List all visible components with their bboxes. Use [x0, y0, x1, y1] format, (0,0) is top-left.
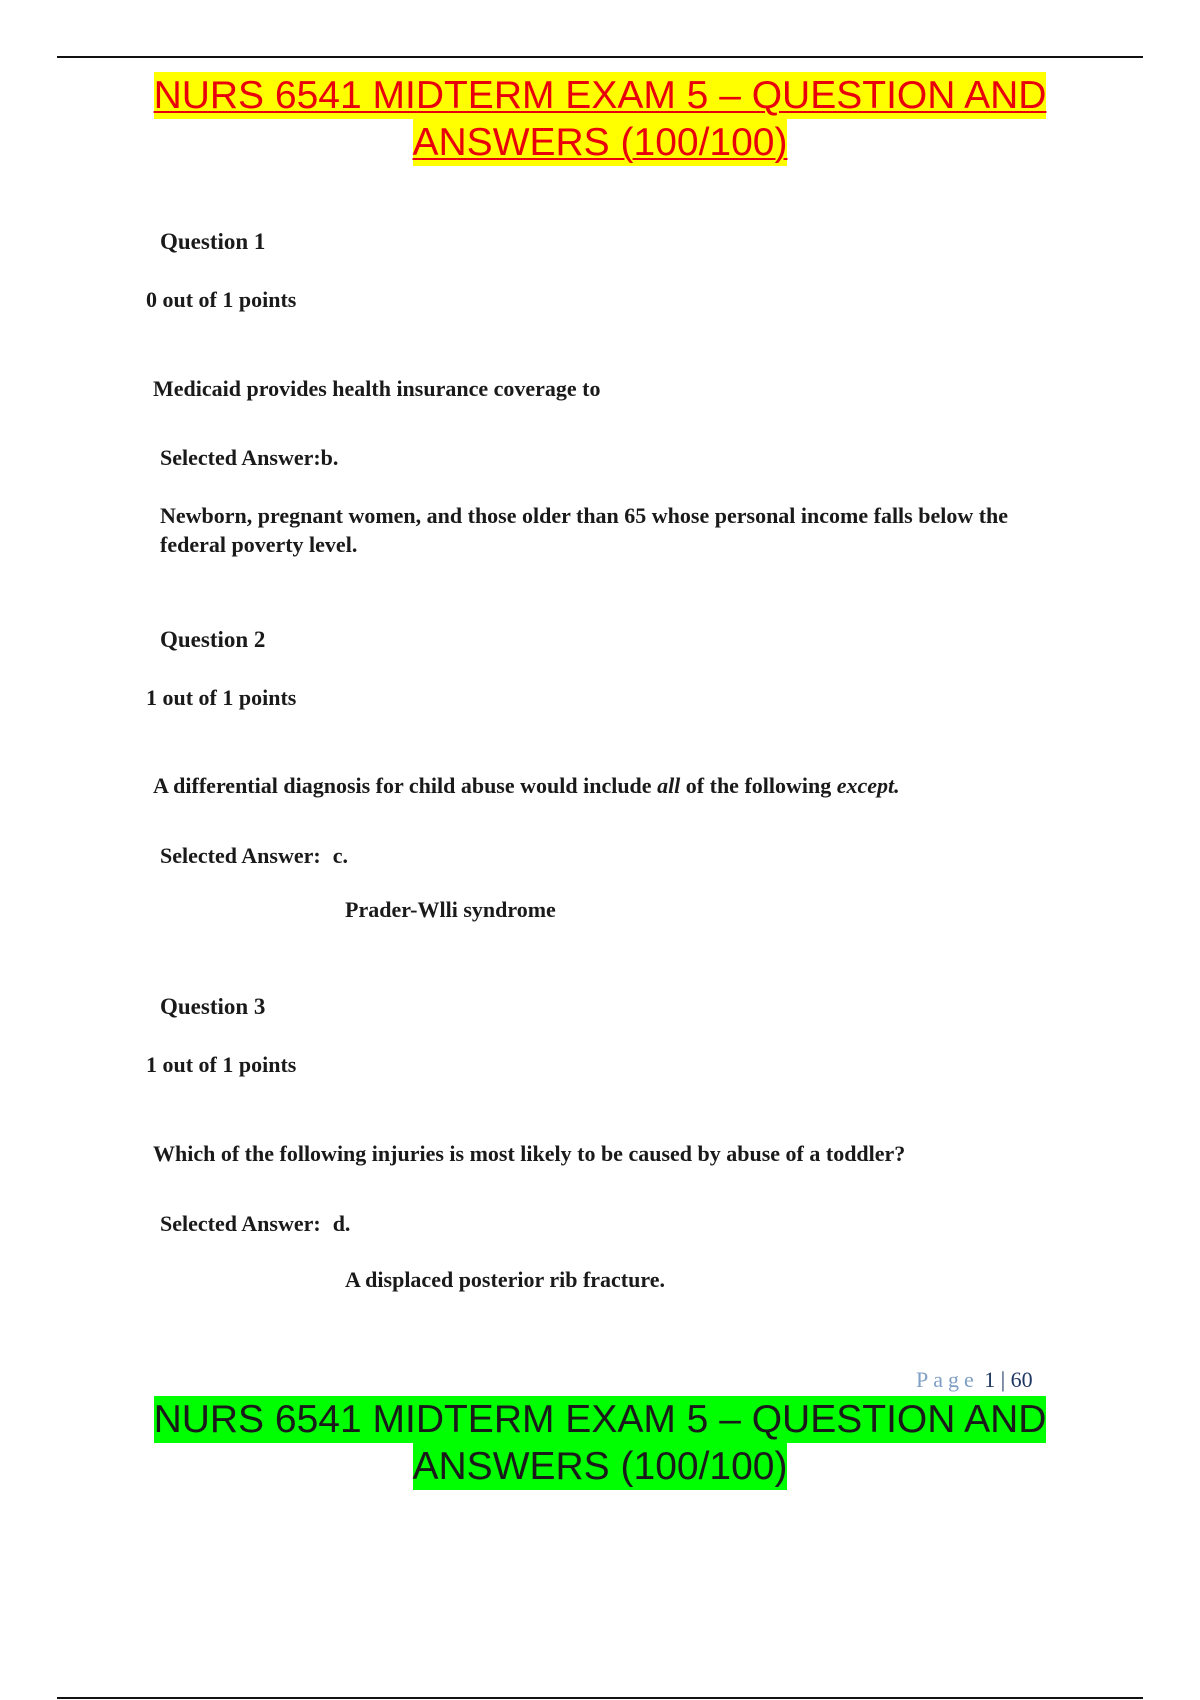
question-1-points: 0 out of 1 points — [146, 287, 297, 312]
question-1-answer: Newborn, pregnant women, and those older than 65 whose personal income falls below the federal poverty level. — [160, 503, 1009, 557]
page-word: Page — [916, 1367, 979, 1392]
page-count: 1 | 60 — [984, 1367, 1033, 1392]
question-2-selected-label: Selected Answer: c. — [160, 843, 348, 868]
footer-title-line-2: ANSWERS (100/100) — [412, 1445, 788, 1488]
question-1-prompt: Medicaid provides health insurance coverage to — [153, 376, 601, 401]
title-line-1: NURS 6541 MIDTERM EXAM 5 – QUESTION AND — [153, 74, 1047, 117]
footer-title — [0, 1396, 1200, 1490]
footer-title-line-1: NURS 6541 MIDTERM EXAM 5 – QUESTION AND — [153, 1398, 1047, 1441]
question-3-answer: A displaced posterior rib fracture. — [345, 1267, 665, 1292]
question-3-heading: Question 3 — [160, 994, 266, 1019]
question-3-points: 1 out of 1 points — [146, 1052, 297, 1077]
question-2-selected-letter: c. — [332, 843, 348, 868]
question-2-prompt: A differential diagnosis for child abuse would include all of the following except. — [153, 773, 900, 798]
page-number — [916, 1367, 1033, 1393]
document-title — [0, 72, 1200, 166]
question-2-points: 1 out of 1 points — [146, 685, 297, 710]
bottom-rule — [57, 1697, 1143, 1699]
question-2-answer: Prader-Wlli syndrome — [345, 897, 556, 922]
question-3-prompt: Which of the following injuries is most likely to be caused by abuse of a toddler? — [153, 1141, 906, 1166]
question-2-heading: Question 2 — [160, 627, 266, 652]
question-3-selected-label: Selected Answer: d. — [160, 1211, 351, 1236]
title-line-2: ANSWERS (100/100) — [412, 121, 788, 164]
question-3-selected-letter: d. — [332, 1211, 351, 1236]
question-1-heading: Question 1 — [160, 229, 266, 254]
top-rule — [57, 56, 1143, 58]
question-1-selected-label: Selected Answer:b. — [160, 445, 339, 470]
